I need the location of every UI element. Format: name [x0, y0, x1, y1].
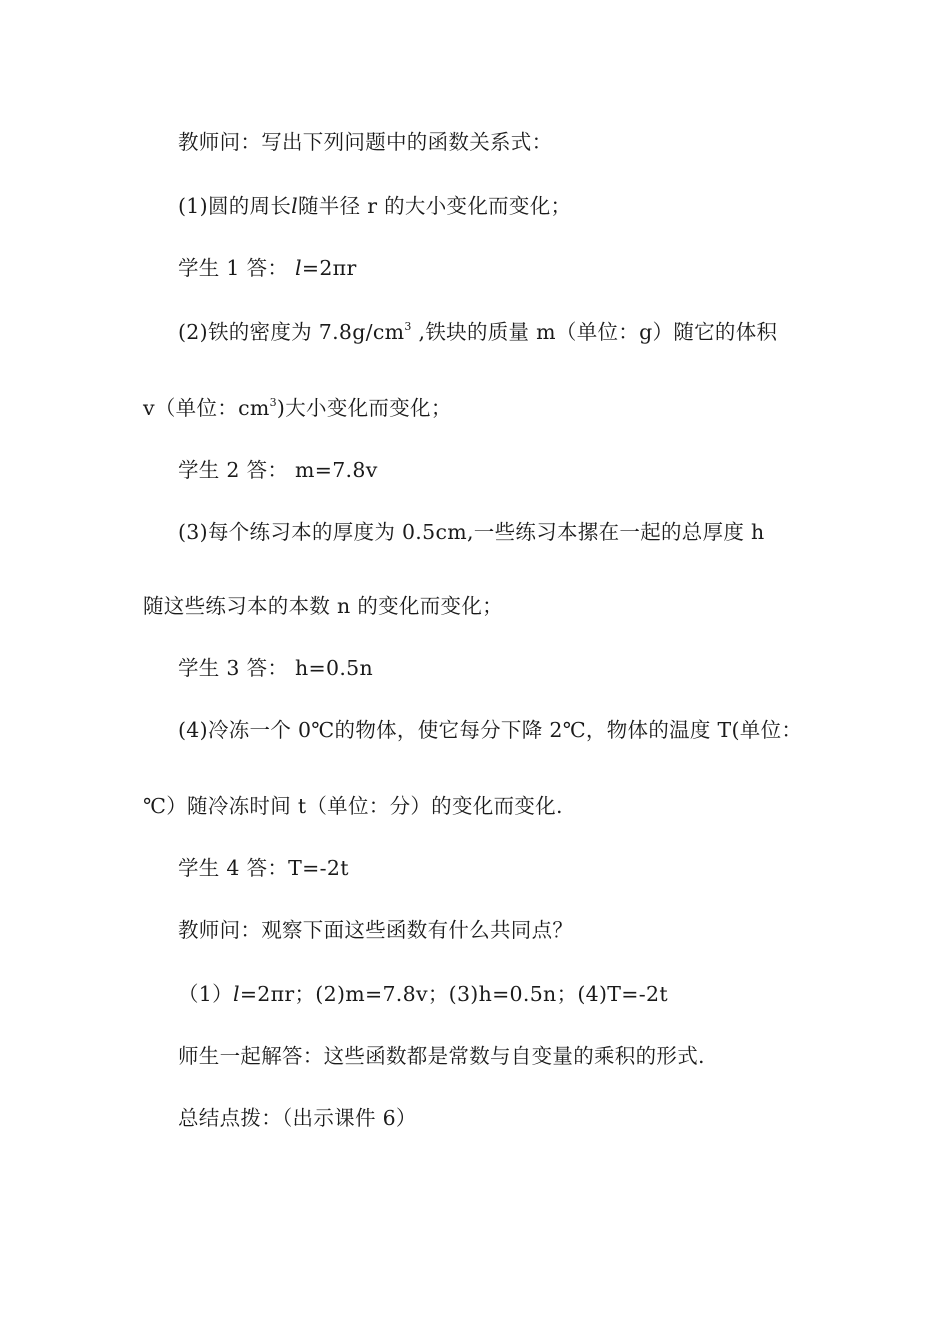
variable-l: l: [291, 194, 298, 218]
problem-4-line-2: ℃）随冷冻时间 t（单位：分）的变化而变化.: [143, 794, 563, 818]
variable-l: l: [295, 256, 302, 280]
problem-3-line-1: (3)每个练习本的厚度为 0.5cm,一些练习本摞在一起的总厚度 h: [178, 520, 765, 544]
superscript-3: 3: [269, 396, 277, 409]
superscript-3: 3: [404, 320, 412, 333]
paragraph-teacher-question-1: 教师问：写出下列问题中的函数关系式：: [178, 130, 553, 154]
function-list-body: =2πr；(2)m=7.8v；(3)h=0.5n；(4)T=-2t: [239, 982, 668, 1006]
problem-2-text-a: (2)铁的密度为 7.8g/cm: [178, 320, 405, 344]
function-list-prefix: （1）: [178, 982, 233, 1006]
summary-note: 总结点拨：（出示课件 6）: [178, 1106, 417, 1130]
function-list: [178, 980, 668, 1008]
problem-2-line-1: [178, 318, 777, 346]
problem-1-text-a: (1)圆的周长: [178, 194, 292, 218]
student-1-formula: =2πr: [301, 256, 357, 280]
student-4-answer: 学生 4 答：T=-2t: [178, 856, 349, 880]
problem-2-text-d: )大小变化而变化；: [276, 396, 452, 420]
problem-2-text-c: v（单位：cm: [143, 396, 270, 420]
problem-1: [178, 192, 571, 220]
student-3-answer: 学生 3 答： h=0.5n: [178, 656, 373, 680]
joint-answer: 师生一起解答：这些函数都是常数与自变量的乘积的形式.: [178, 1044, 705, 1068]
problem-1-text-b: 随半径 r 的大小变化而变化；: [298, 194, 572, 218]
problem-2-text-b: ,铁块的质量 m（单位：g）随它的体积: [411, 320, 778, 344]
problem-2-line-2: [143, 394, 452, 422]
variable-l: l: [232, 982, 240, 1006]
paragraph-teacher-question-2: 教师问：观察下面这些函数有什么共同点？: [178, 918, 574, 942]
problem-4-line-1: (4)冷冻一个 0℃的物体，使它每分下降 2℃，物体的温度 T(单位：: [178, 718, 803, 742]
student-2-answer: 学生 2 答： m=7.8v: [178, 458, 378, 482]
student-1-label: 学生 1 答：: [178, 256, 295, 280]
problem-3-line-2: 随这些练习本的本数 n 的变化而变化；: [143, 594, 503, 618]
student-1-answer: [178, 254, 357, 282]
